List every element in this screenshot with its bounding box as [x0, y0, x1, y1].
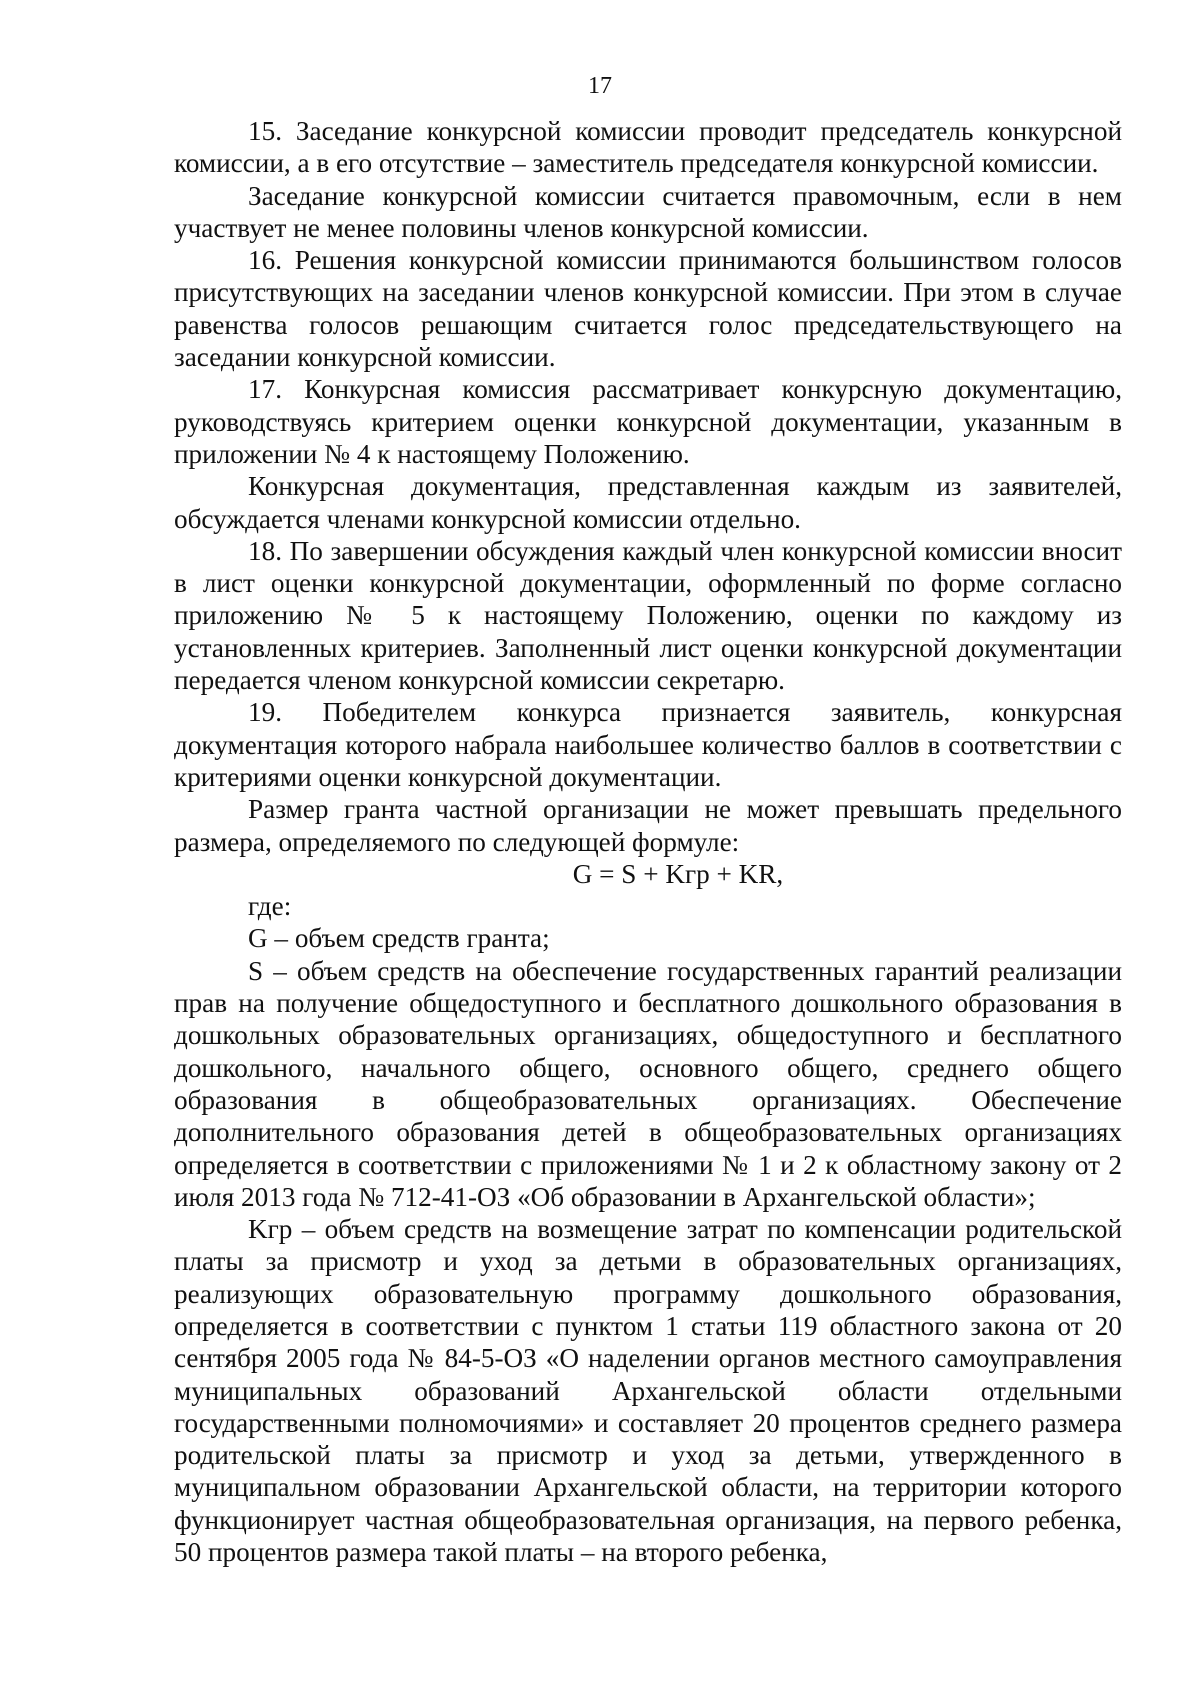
document-body [174, 115, 1122, 1568]
where-label: где: [248, 891, 292, 922]
definition-kgr: Kгр – объем средств на возмещение затрат по компенсации родительской платы за присмотр и уход за детьми в образовательных организациях, реализующих образовательную программу дошкольного образования, определяется в соответствии с пунктом 1 статьи 119 областного закона от 20 сентября 2005 года № 84-5-ОЗ «О наделении органов местного самоуправления муниципальных образований Архангельской области отдельными государственными полномочиями» и составляет 20 процентов среднего размера родительской платы за присмотр и уход за детьми, утвержденного в муниципальном образовании Архангельской области, на территории которого функционирует частная общеобразовательная организация, на первого ребенка, 50 процентов размера такой платы – на второго ребенка, [174, 1214, 1122, 1568]
paragraph-17: 17. Конкурсная комиссия рассматривает конкурсную документацию, руководствуясь критерием оценки конкурсной документации, указанным в приложении № 4 к настоящему Положению. [174, 374, 1122, 469]
paragraph-discussion: Конкурсная документация, представленная каждым из заявителей, обсуждается членами конкурсной комиссии отдельно. [174, 471, 1122, 534]
paragraph-quorum: Заседание конкурсной комиссии считается правомочным, если в нем участвует не менее половины членов конкурсной комиссии. [174, 180, 1122, 243]
paragraph-15: 15. Заседание конкурсной комиссии проводит председатель конкурсной комиссии, а в его отсутствие – заместитель председателя конкурсной комиссии. [174, 116, 1122, 179]
paragraph-19: 19. Победителем конкурса признается заявитель, конкурсная документация которого набрала наибольшее количество баллов в соответствии с критериями оценки конкурсной документации. [174, 697, 1122, 792]
definition-s: S – объем средств на обеспечение государственных гарантий реализации прав на получение общедоступного и бесплатного дошкольного образования в дошкольных образовательных организациях, общедоступного и бесплатного дошкольного, начального общего, основного общего, среднего общего образования в общеобразовательных организациях. Обеспечение дополнительного образования детей в общеобразовательных организациях определяется в соответствии с приложениями № 1 и 2 к областному закону от 2 июля 2013 года № 712-41-ОЗ «Об образовании в Архангельской области»; [174, 955, 1122, 1212]
paragraph-18: 18. По завершении обсуждения каждый член конкурсной комиссии вносит в лист оценки конкурсной документации, оформленный по форме согласно приложению № 5 к настоящему Положению, оценки по каждому из установленных критериев. Заполненный лист оценки конкурсной документации передается членом конкурсной комиссии секретарю. [174, 535, 1122, 696]
paragraph-grant-size: Размер гранта частной организации не может превышать предельного размера, определяемого по следующей формуле: [174, 794, 1122, 857]
definition-g: G – объем средств гранта; [248, 923, 550, 954]
grant-formula: G = S + Kгр + KR, [572, 858, 784, 889]
page-number: 17 [588, 73, 612, 99]
paragraph-16: 16. Решения конкурсной комиссии принимаются большинством голосов присутствующих на заседании членов конкурсной комиссии. При этом в случае равенства голосов решающим считается голос председательствующего на заседании конкурсной комиссии. [174, 245, 1122, 373]
